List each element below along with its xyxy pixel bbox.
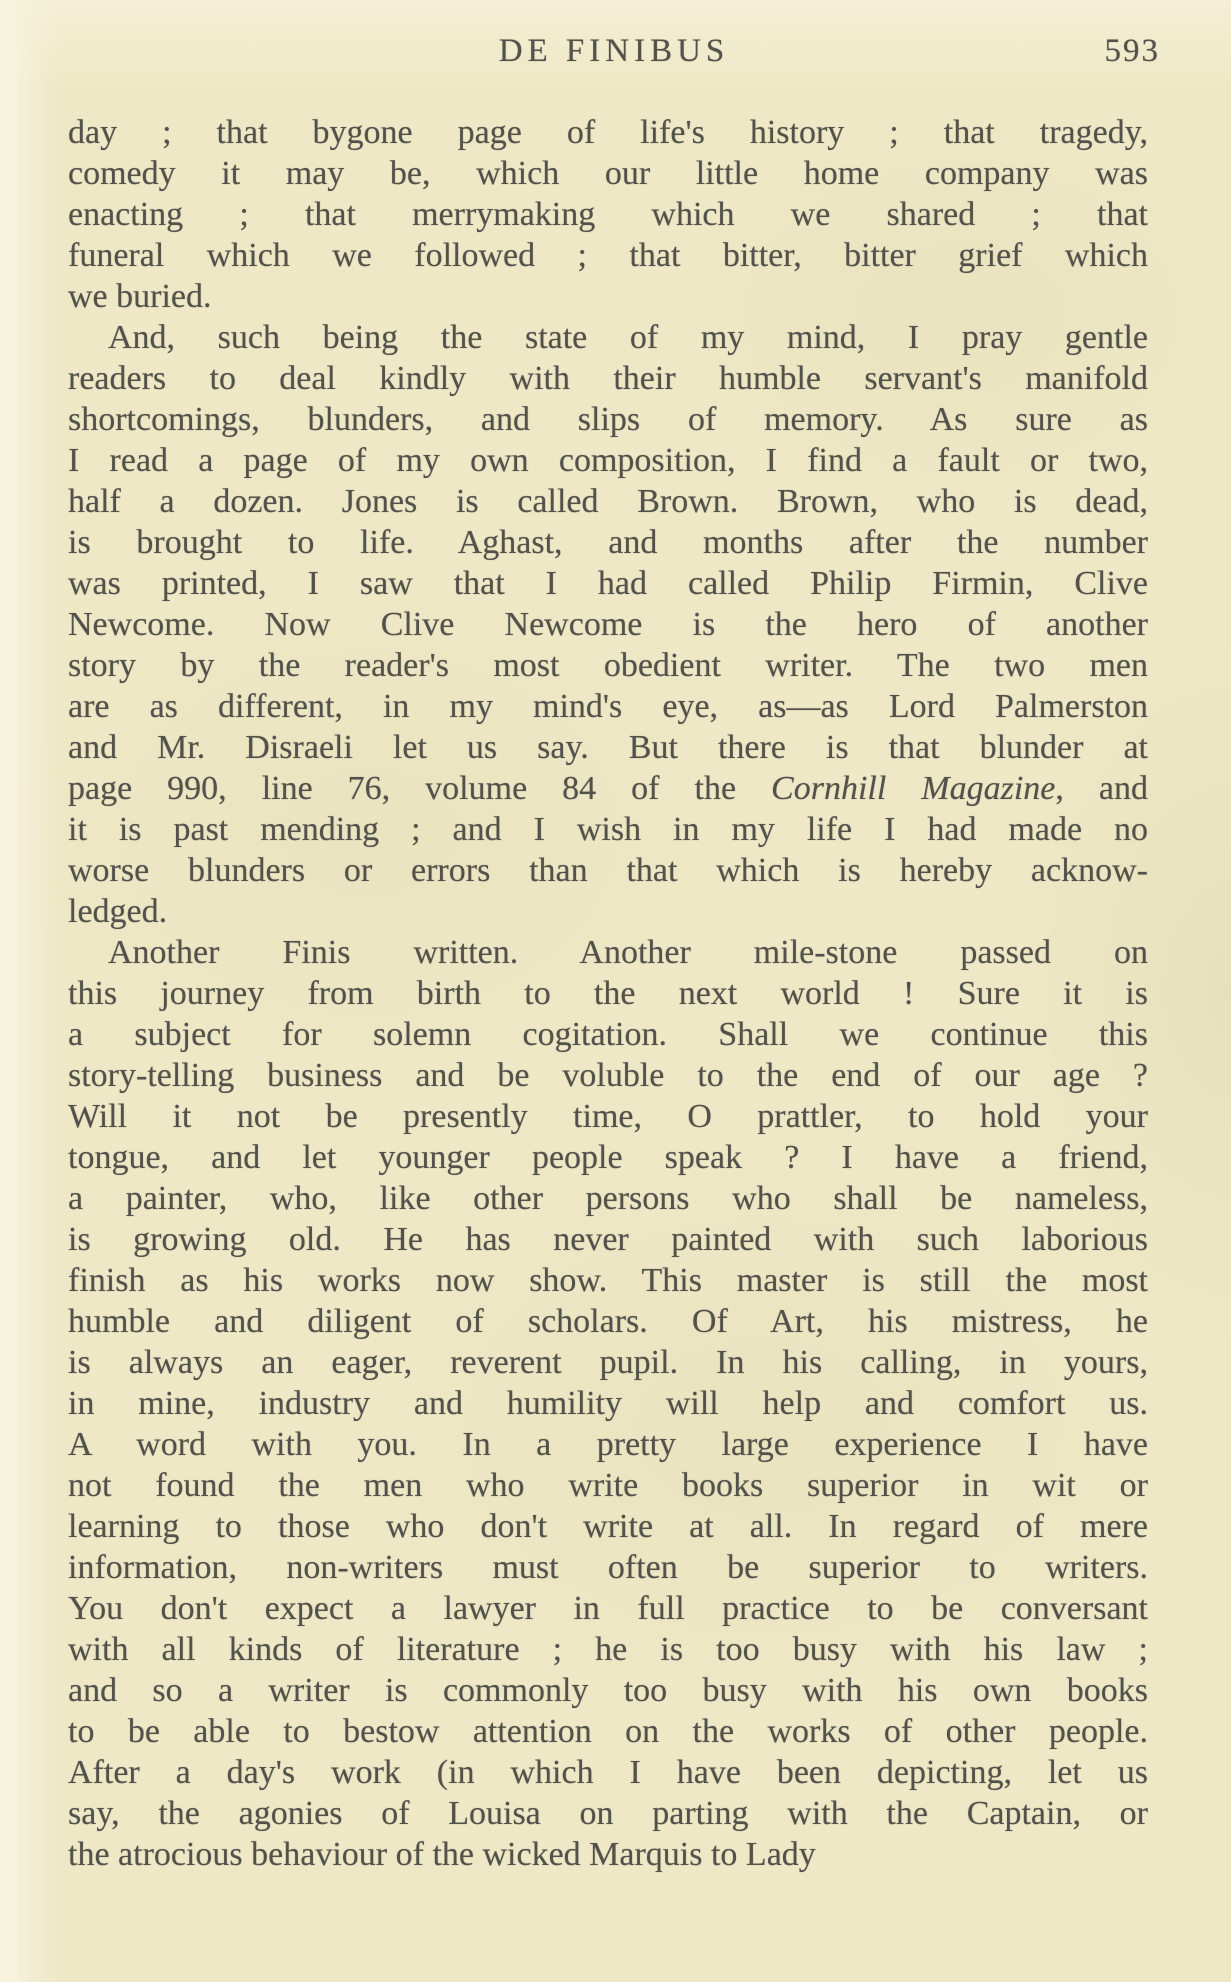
text-line: and so a writer is commonly too busy with his own books xyxy=(68,1672,1148,1709)
text-line: the atrocious behaviour of the wicked Marquis to Lady xyxy=(68,1836,816,1873)
text-line: is brought to life. Aghast, and months after the number xyxy=(68,524,1148,561)
text-line: story by the reader's most obedient writer. The two men xyxy=(68,647,1148,684)
text-line: Will it not be presently time, O prattler, to hold your xyxy=(68,1098,1148,1135)
text-line: is growing old. He has never painted with such laborious xyxy=(68,1221,1148,1258)
text-line: shortcomings, blunders, and slips of memory. As sure as xyxy=(68,401,1148,438)
text-line: story-telling business and be voluble to the end of our age ? xyxy=(68,1057,1148,1094)
text-line: page 990, line 76, volume 84 of the Cornhill Magazine, and xyxy=(68,770,1148,807)
text-line: half a dozen. Jones is called Brown. Brown, who is dead, xyxy=(68,483,1148,520)
paragraph xyxy=(68,317,1148,932)
text-line: humble and diligent of scholars. Of Art, his mistress, he xyxy=(68,1303,1148,1340)
text-line: ledged. xyxy=(68,893,168,930)
text-line: this journey from birth to the next world ! Sure it is xyxy=(68,975,1148,1012)
running-title: DE FINIBUS xyxy=(498,33,730,69)
text-line: A word with you. In a pretty large experience I have xyxy=(68,1426,1148,1463)
text-line: is always an eager, reverent pupil. In his calling, in yours, xyxy=(68,1344,1148,1381)
text-line: You don't expect a lawyer in full practice to be conversant xyxy=(68,1590,1148,1627)
text-line: Newcome. Now Clive Newcome is the hero of another xyxy=(68,606,1148,643)
text-line: was printed, I saw that I had called Philip Firmin, Clive xyxy=(68,565,1148,602)
text-line: to be able to bestow attention on the works of other people. xyxy=(68,1713,1148,1750)
text-line: tongue, and let younger people speak ? I have a friend, xyxy=(68,1139,1148,1176)
page-number: 593 xyxy=(1104,33,1160,69)
page-body xyxy=(68,112,1148,1875)
text-line: comedy it may be, which our little home company was xyxy=(68,155,1148,192)
text-line: it is past mending ; and I wish in my life I had made no xyxy=(68,811,1148,848)
text-line: a subject for solemn cogitation. Shall we continue this xyxy=(68,1016,1148,1053)
text-line: Another Finis written. Another mile-stone passed on xyxy=(108,934,1148,971)
text-line: enacting ; that merrymaking which we shared ; that xyxy=(68,196,1148,233)
text-line: a painter, who, like other persons who shall be nameless, xyxy=(68,1180,1148,1217)
text-line: And, such being the state of my mind, I pray gentle xyxy=(108,319,1148,356)
text-line: readers to deal kindly with their humble servant's manifold xyxy=(68,360,1148,397)
text-line: in mine, industry and humility will help and comfort us. xyxy=(68,1385,1148,1422)
text-line: and Mr. Disraeli let us say. But there is that blunder at xyxy=(68,729,1148,766)
paragraph xyxy=(68,932,1148,1875)
text-line: worse blunders or errors than that which is hereby acknow- xyxy=(68,852,1148,889)
text-line: we buried. xyxy=(68,278,212,315)
text-line: are as different, in my mind's eye, as—as Lord Palmerston xyxy=(68,688,1148,725)
text-line: with all kinds of literature ; he is too busy with his law ; xyxy=(68,1631,1148,1668)
text-line: say, the agonies of Louisa on parting with the Captain, or xyxy=(68,1795,1148,1832)
running-header xyxy=(68,28,1160,74)
text-line: After a day's work (in which I have been depicting, let us xyxy=(68,1754,1148,1791)
text-line: not found the men who write books superior in wit or xyxy=(68,1467,1148,1504)
text-line: learning to those who don't write at all. In regard of mere xyxy=(68,1508,1148,1545)
paragraph xyxy=(68,112,1148,317)
text-line: funeral which we followed ; that bitter, bitter grief which xyxy=(68,237,1148,274)
text-line: day ; that bygone page of life's history ; that tragedy, xyxy=(68,114,1148,151)
text-line: finish as his works now show. This master is still the most xyxy=(68,1262,1148,1299)
text-line: I read a page of my own composition, I find a fault or two, xyxy=(68,442,1148,479)
text-line: information, non-writers must often be superior to writers. xyxy=(68,1549,1148,1586)
italic-text: Cornhill Magazine xyxy=(771,770,1056,807)
